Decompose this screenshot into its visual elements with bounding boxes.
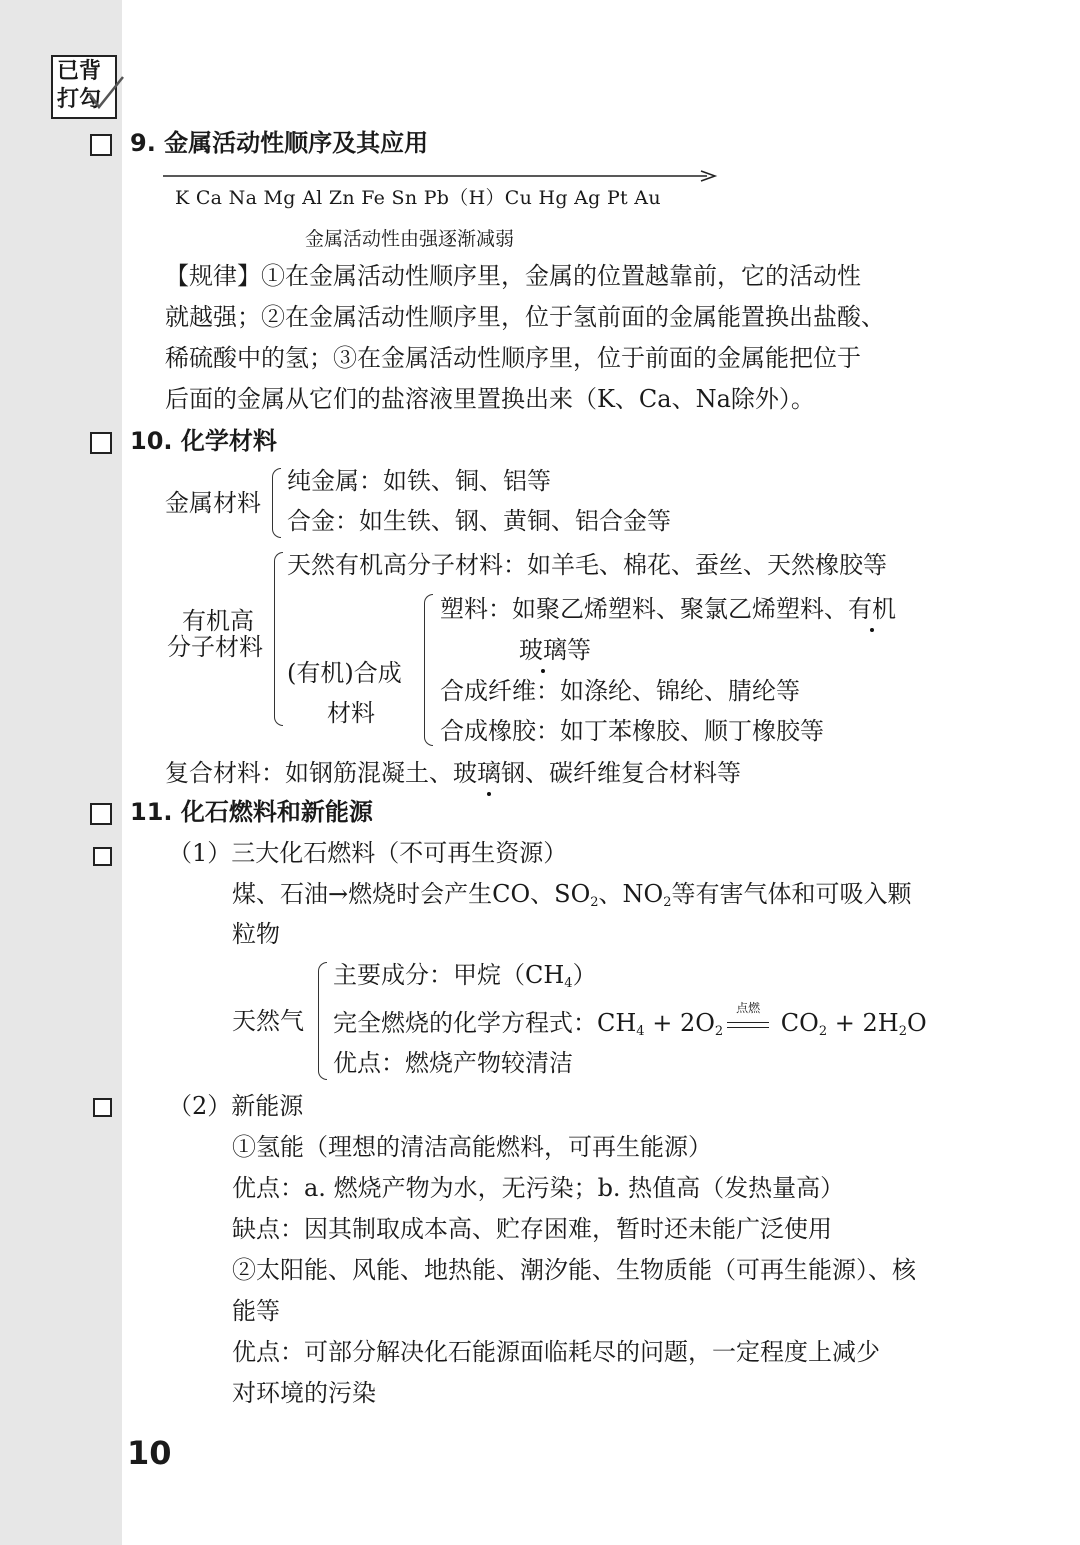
reaction-condition	[725, 1000, 771, 1035]
subscript: 2	[663, 895, 672, 910]
fossil-line-1	[232, 879, 912, 918]
new-energy-title: （2）新能源	[168, 1092, 304, 1120]
gas-eq-d: + 2H	[827, 1009, 899, 1037]
section-11-checkbox[interactable]	[90, 803, 112, 825]
section-11-title: 11. 化石燃料和新能源	[130, 798, 373, 826]
gas-main-b: ）	[572, 961, 597, 989]
stamp-line-1: 已背	[57, 59, 102, 84]
rule-line-4: 后面的金属从它们的盐溶液里置换出来（K、Ca、Na除外）。	[165, 385, 815, 413]
fossil-line-2: 粒物	[232, 920, 280, 948]
rule-line-1: 【规律】①在金属活动性顺序里，金属的位置越靠前，它的活动性	[165, 262, 861, 290]
synthetic-label-line-1: (有机)合成	[287, 659, 402, 687]
alloy-item: 合金：如生铁、钢、黄铜、铝合金等	[287, 507, 671, 535]
page-number: 10	[127, 1434, 172, 1472]
section-9-checkbox[interactable]	[90, 134, 112, 156]
composite-text: 复合材料：如钢筋混凝土、	[165, 759, 453, 787]
reaction-condition-label: 点燃	[736, 1000, 761, 1015]
gas-main-a: 主要成分：甲烷（CH	[333, 961, 565, 989]
new-energy-line-3: 缺点：因其制取成本高、贮存困难，暂时还未能广泛使用	[232, 1215, 832, 1243]
gas-eq-e: O	[906, 1009, 927, 1037]
synthetic-brace	[424, 594, 433, 746]
rule-line-3: 稀硫酸中的氢；③在金属活动性顺序里，位于前面的金属能把位于	[165, 344, 861, 372]
composite-item	[165, 758, 741, 788]
pure-metal-item: 纯金属：如铁、铜、铝等	[287, 467, 551, 495]
rule-line-2: 就越强；②在金属活动性顺序里，位于氢前面的金属能置换出盐酸、	[165, 303, 885, 331]
subscript: 2	[898, 1024, 907, 1039]
activity-arrow	[163, 169, 723, 183]
gas-eq-b: + 2O	[644, 1009, 715, 1037]
organic-label-line-2: 分子材料	[167, 633, 263, 661]
fossil-line-1-c: 等有害气体和可吸入颗	[671, 880, 912, 908]
new-energy-line-6: 优点：可部分解决化石能源面临耗尽的问题，一定程度上减少	[232, 1338, 880, 1366]
fossil-line-1-b: 、NO	[598, 880, 664, 908]
new-energy-line-5: 能等	[232, 1297, 280, 1325]
plastic-item-cont	[519, 635, 591, 665]
plastic-emphasis-2: 玻璃	[519, 636, 567, 664]
gas-equation	[333, 1000, 927, 1047]
plastic-emphasis: 有机	[848, 595, 896, 623]
synthetic-label-line-2: 材料	[327, 699, 375, 727]
organic-label-line-1: 有机高	[182, 607, 254, 635]
fiber-item: 合成纤维：如涤纶、锦纶、腈纶等	[440, 677, 800, 705]
fossil-fuels-title: （1）三大化石燃料（不可再生资源）	[168, 839, 568, 867]
new-energy-line-1: ①氢能（理想的清洁高能燃料，可再生能源）	[232, 1133, 712, 1161]
section-10-title: 10. 化学材料	[130, 427, 277, 455]
plastic-item	[440, 594, 896, 624]
gas-main-component	[333, 960, 597, 999]
gas-eq-a: 完全燃烧的化学方程式：CH	[333, 1009, 637, 1037]
section-10-checkbox[interactable]	[90, 432, 112, 454]
checkmark-icon	[87, 79, 127, 119]
organic-brace	[274, 552, 283, 726]
left-gutter	[0, 0, 122, 1545]
composite-tail: 、碳纤维复合材料等	[525, 759, 741, 787]
subscript: 2	[818, 1024, 828, 1039]
new-energy-line-2: 优点：a. 燃烧产物为水，无污染；b. 热值高（发热量高）	[232, 1174, 845, 1202]
subscript: 4	[564, 976, 573, 991]
stamp-line-2: 打勾	[57, 87, 102, 112]
metal-brace	[272, 468, 281, 538]
rubber-item: 合成橡胶：如丁苯橡胶、顺丁橡胶等	[440, 717, 824, 745]
fossil-line-1-a: 煤、石油→燃烧时会产生CO、SO	[232, 880, 591, 908]
natural-gas-brace	[318, 962, 327, 1080]
memorized-stamp[interactable]	[51, 55, 117, 119]
subscript: 4	[636, 1024, 645, 1039]
gas-advantage: 优点：燃烧产物较清洁	[333, 1049, 573, 1077]
natural-gas-label: 天然气	[232, 1007, 304, 1035]
subscript: 2	[714, 1024, 724, 1039]
composite-emphasis: 玻璃钢	[453, 759, 525, 787]
new-energy-line-4: ②太阳能、风能、地热能、潮汐能、生物质能（可再生能源）、核	[232, 1256, 916, 1284]
fossil-checkbox[interactable]	[93, 847, 112, 866]
metal-materials-label: 金属材料	[165, 489, 261, 517]
subscript: 2	[590, 895, 599, 910]
gas-eq-c: CO	[773, 1009, 819, 1037]
natural-polymer-item: 天然有机高分子材料：如羊毛、棉花、蚕丝、天然橡胶等	[287, 551, 887, 579]
new-energy-checkbox[interactable]	[93, 1098, 112, 1117]
new-energy-line-7: 对环境的污染	[232, 1379, 376, 1407]
plastic-tail: 等	[567, 636, 591, 664]
activity-trend-label: 金属活动性由强逐渐减弱	[305, 228, 515, 250]
plastic-text: 塑料：如聚乙烯塑料、聚氯乙烯塑料、	[440, 595, 848, 623]
section-9-title: 9. 金属活动性顺序及其应用	[130, 129, 429, 157]
metal-activity-series: K Ca Na Mg Al Zn Fe Sn Pb（H）Cu Hg Ag Pt Au	[175, 187, 661, 209]
